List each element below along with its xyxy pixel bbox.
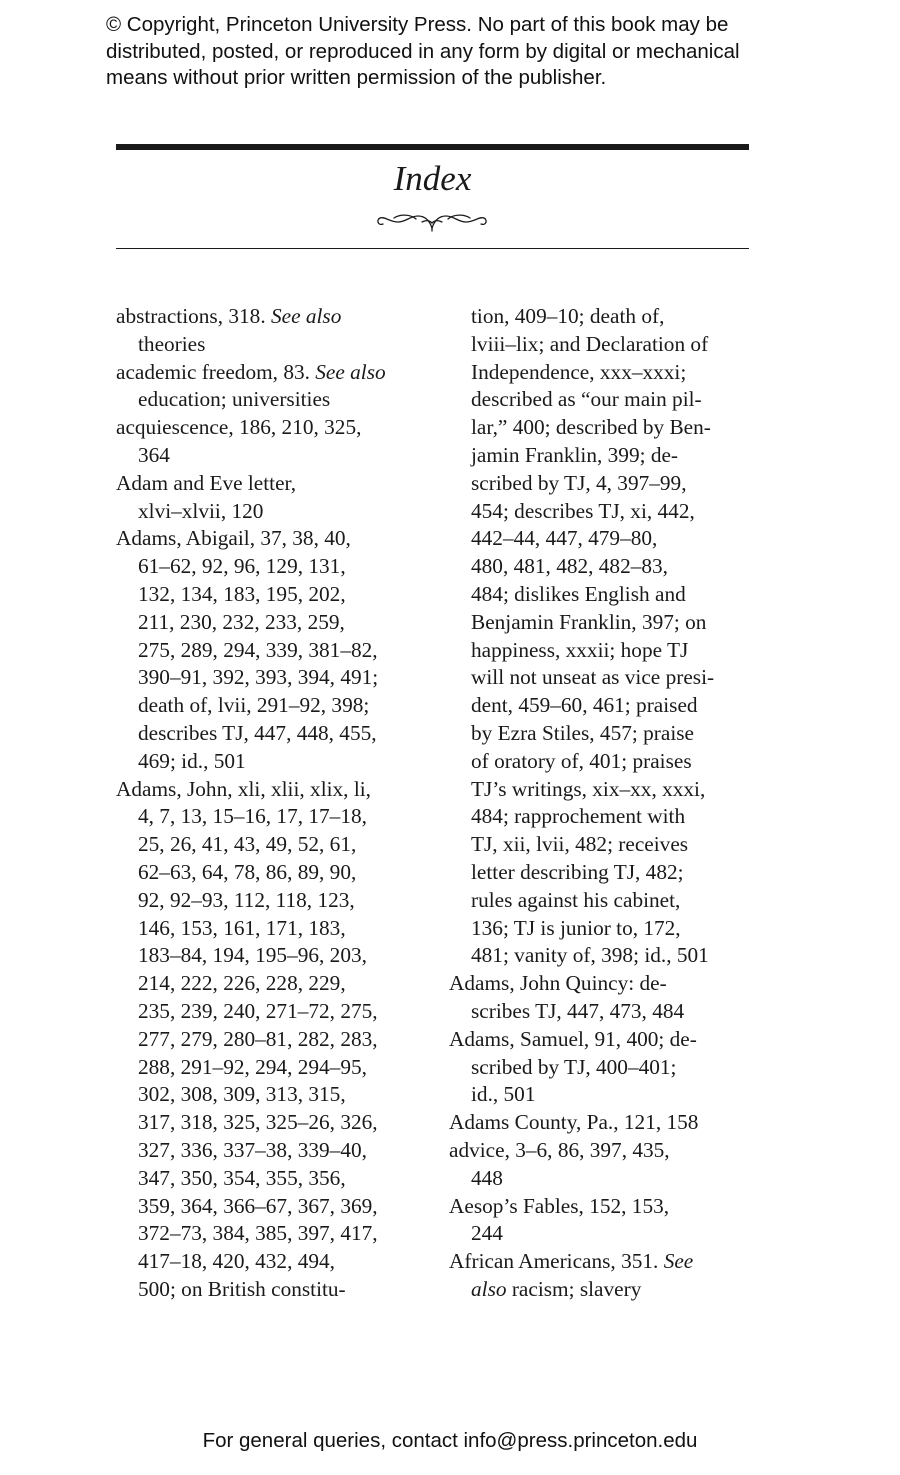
- index-line: [116, 1193, 436, 1221]
- index-line: [116, 525, 436, 553]
- index-line: [449, 831, 769, 859]
- footer-contact: For general queries, contact info@press.princeton.edu: [202, 1429, 698, 1452]
- index-line: [116, 748, 436, 776]
- index-line: [449, 498, 769, 526]
- index-text: 359, 364, 366–67, 367, 369,: [138, 1193, 378, 1218]
- index-text: 454; describes TJ, xi, 442,: [471, 498, 695, 523]
- index-line: [449, 581, 769, 609]
- index-line: [449, 553, 769, 581]
- index-line: [449, 664, 769, 692]
- index-text: happiness, xxxii; hope TJ: [471, 637, 689, 662]
- flourish-ornament-icon: [372, 206, 492, 232]
- index-text: Adam and Eve letter,: [116, 470, 297, 495]
- index-text: scribes TJ, 447, 473, 484: [471, 998, 685, 1023]
- index-line: [116, 1026, 436, 1054]
- index-column-right: [449, 303, 769, 1304]
- index-text: acquiescence, 186, 210, 325,: [116, 415, 362, 440]
- index-text: racism; slavery: [506, 1276, 642, 1301]
- index-line: [116, 998, 436, 1026]
- index-cross-reference: also: [471, 1276, 507, 1301]
- copyright-line: distributed, posted, or reproduced in any form by digital or mechanical: [106, 39, 740, 63]
- index-text: xlvi–xlvii, 120: [138, 498, 264, 523]
- index-line: [449, 720, 769, 748]
- index-line: [449, 637, 769, 665]
- index-text: 448: [471, 1165, 503, 1190]
- index-line: [116, 942, 436, 970]
- index-text: Adams County, Pa., 121, 158: [449, 1110, 699, 1135]
- index-text: 61–62, 92, 96, 129, 131,: [138, 554, 346, 579]
- index-text: 317, 318, 325, 325–26, 326,: [138, 1110, 378, 1135]
- index-line: [449, 414, 769, 442]
- index-text: 484; rapprochement with: [471, 804, 686, 829]
- index-text: academic freedom, 83.: [116, 359, 316, 384]
- index-text: 183–84, 194, 195–96, 203,: [138, 943, 367, 968]
- index-line: [116, 331, 436, 359]
- index-line: [116, 359, 436, 387]
- index-text: 275, 289, 294, 339, 381–82,: [138, 637, 378, 662]
- index-line: [116, 386, 436, 414]
- index-text: 4, 7, 13, 15–16, 17, 17–18,: [138, 804, 367, 829]
- index-text: 390–91, 392, 393, 394, 491;: [138, 665, 379, 690]
- index-line: [116, 303, 436, 331]
- index-text: education; universities: [138, 387, 331, 412]
- index-line: [116, 1276, 436, 1304]
- index-line: [449, 1276, 769, 1304]
- index-line: [116, 859, 436, 887]
- copyright-line: © Copyright, Princeton University Press. No part of this book may be: [106, 13, 729, 36]
- index-line: [449, 970, 769, 998]
- index-text: describes TJ, 447, 448, 455,: [138, 720, 377, 745]
- index-line: [449, 692, 769, 720]
- index-line: [116, 1137, 436, 1165]
- index-line: [116, 664, 436, 692]
- index-text: 136; TJ is junior to, 172,: [471, 915, 681, 940]
- index-line: [449, 776, 769, 804]
- index-text: 484; dislikes English and: [471, 581, 686, 606]
- index-line: [449, 859, 769, 887]
- index-line: [449, 1081, 769, 1109]
- header-rule-thick: [116, 144, 749, 150]
- index-text: 372–73, 384, 385, 397, 417,: [138, 1221, 378, 1246]
- index-text: 92, 92–93, 112, 118, 123,: [138, 887, 355, 912]
- index-line: [116, 609, 436, 637]
- index-line: [449, 803, 769, 831]
- index-line: [449, 1165, 769, 1193]
- index-text: 214, 222, 226, 228, 229,: [138, 971, 346, 996]
- index-line: [449, 331, 769, 359]
- index-text: advice, 3–6, 86, 397, 435,: [449, 1137, 670, 1162]
- index-line: [449, 470, 769, 498]
- index-line: [116, 1081, 436, 1109]
- index-text: by Ezra Stiles, 457; praise: [471, 720, 694, 745]
- index-text: 235, 239, 240, 271–72, 275,: [138, 998, 378, 1023]
- index-line: [449, 1193, 769, 1221]
- index-line: [116, 1248, 436, 1276]
- index-text: lar,” 400; described by Ben-: [471, 415, 711, 440]
- index-text: will not unseat as vice presi-: [471, 665, 715, 690]
- index-text: Aesop’s Fables, 152, 153,: [449, 1193, 670, 1218]
- index-text: 417–18, 420, 432, 494,: [138, 1249, 335, 1274]
- index-text: African Americans, 351.: [449, 1249, 664, 1274]
- index-line: [116, 442, 436, 470]
- index-line: [116, 470, 436, 498]
- index-text: Independence, xxx–xxxi;: [471, 359, 687, 384]
- index-text: Benjamin Franklin, 397; on: [471, 609, 707, 634]
- index-line: [116, 1109, 436, 1137]
- index-line: [116, 1165, 436, 1193]
- index-line: [116, 776, 436, 804]
- index-cross-reference: See also: [270, 304, 342, 328]
- index-text: theories: [138, 331, 206, 356]
- index-line: [449, 609, 769, 637]
- index-line: [449, 1054, 769, 1082]
- index-text: Adams, Samuel, 91, 400; de-: [449, 1026, 697, 1051]
- index-line: [449, 386, 769, 414]
- index-line: [449, 1109, 769, 1137]
- index-text: Adams, John Quincy: de-: [449, 971, 667, 996]
- index-line: [449, 1026, 769, 1054]
- index-text: 211, 230, 232, 233, 259,: [138, 609, 345, 634]
- index-text: 364: [138, 442, 170, 467]
- index-text: 146, 153, 161, 171, 183,: [138, 915, 346, 940]
- index-line: [116, 637, 436, 665]
- index-column-left: [116, 303, 436, 1304]
- index-text: scribed by TJ, 400–401;: [471, 1054, 677, 1079]
- index-line: [116, 970, 436, 998]
- index-text: 347, 350, 354, 355, 356,: [138, 1165, 346, 1190]
- index-text: abstractions, 318.: [116, 304, 271, 328]
- index-text: TJ’s writings, xix–xx, xxxi,: [471, 776, 706, 801]
- index-text: 277, 279, 280–81, 282, 283,: [138, 1026, 378, 1051]
- index-line: [449, 1137, 769, 1165]
- header-rule-thin: [116, 248, 749, 249]
- index-line: [116, 915, 436, 943]
- index-line: [449, 1248, 769, 1276]
- index-text: letter describing TJ, 482;: [471, 859, 684, 884]
- index-text: rules against his cabinet,: [471, 887, 681, 912]
- index-line: [116, 414, 436, 442]
- index-cross-reference: See also: [315, 359, 386, 384]
- index-line: [116, 831, 436, 859]
- index-text: jamin Franklin, 399; de-: [471, 442, 679, 467]
- index-line: [116, 1054, 436, 1082]
- index-text: 480, 481, 482, 482–83,: [471, 554, 668, 579]
- index-text: described as “our main pil-: [471, 387, 702, 412]
- index-line: [116, 887, 436, 915]
- index-line: [116, 553, 436, 581]
- index-text: 327, 336, 337–38, 339–40,: [138, 1137, 367, 1162]
- copyright-notice: [106, 12, 826, 92]
- index-line: [116, 720, 436, 748]
- index-text: 132, 134, 183, 195, 202,: [138, 581, 346, 606]
- index-text: 500; on British constitu-: [138, 1276, 346, 1301]
- index-text: TJ, xii, lvii, 482; receives: [471, 832, 689, 857]
- index-text: 62–63, 64, 78, 86, 89, 90,: [138, 859, 357, 884]
- index-line: [116, 498, 436, 526]
- index-line: [449, 998, 769, 1026]
- index-text: id., 501: [471, 1082, 536, 1107]
- index-line: [449, 887, 769, 915]
- index-text: Adams, John, xli, xlii, xlix, li,: [116, 776, 371, 801]
- index-text: 469; id., 501: [138, 748, 246, 773]
- index-text: 25, 26, 41, 43, 49, 52, 61,: [138, 832, 357, 857]
- index-line: [449, 525, 769, 553]
- index-text: 288, 291–92, 294, 294–95,: [138, 1054, 367, 1079]
- copyright-line: means without prior written permission of the publisher.: [106, 66, 607, 89]
- index-text: lviii–lix; and Declaration of: [471, 331, 709, 356]
- page-title: Index: [393, 159, 472, 198]
- index-text: Adams, Abigail, 37, 38, 40,: [116, 526, 351, 551]
- index-cross-reference: See: [663, 1249, 694, 1274]
- index-line: [116, 581, 436, 609]
- index-text: dent, 459–60, 461; praised: [471, 693, 698, 718]
- index-line: [449, 1220, 769, 1248]
- index-text: 302, 308, 309, 313, 315,: [138, 1082, 346, 1107]
- index-line: [449, 359, 769, 387]
- index-text: tion, 409–10; death of,: [471, 304, 665, 328]
- index-line: [449, 442, 769, 470]
- index-text: death of, lvii, 291–92, 398;: [138, 693, 370, 718]
- index-line: [449, 915, 769, 943]
- index-text: 442–44, 447, 479–80,: [471, 526, 658, 551]
- index-text: 244: [471, 1221, 503, 1246]
- index-line: [449, 748, 769, 776]
- index-text: of oratory of, 401; praises: [471, 748, 692, 773]
- index-text: scribed by TJ, 4, 397–99,: [471, 470, 687, 495]
- index-line: [116, 1220, 436, 1248]
- index-line: [449, 942, 769, 970]
- index-line: [449, 303, 769, 331]
- index-line: [116, 692, 436, 720]
- index-line: [116, 803, 436, 831]
- index-text: 481; vanity of, 398; id., 501: [471, 943, 709, 968]
